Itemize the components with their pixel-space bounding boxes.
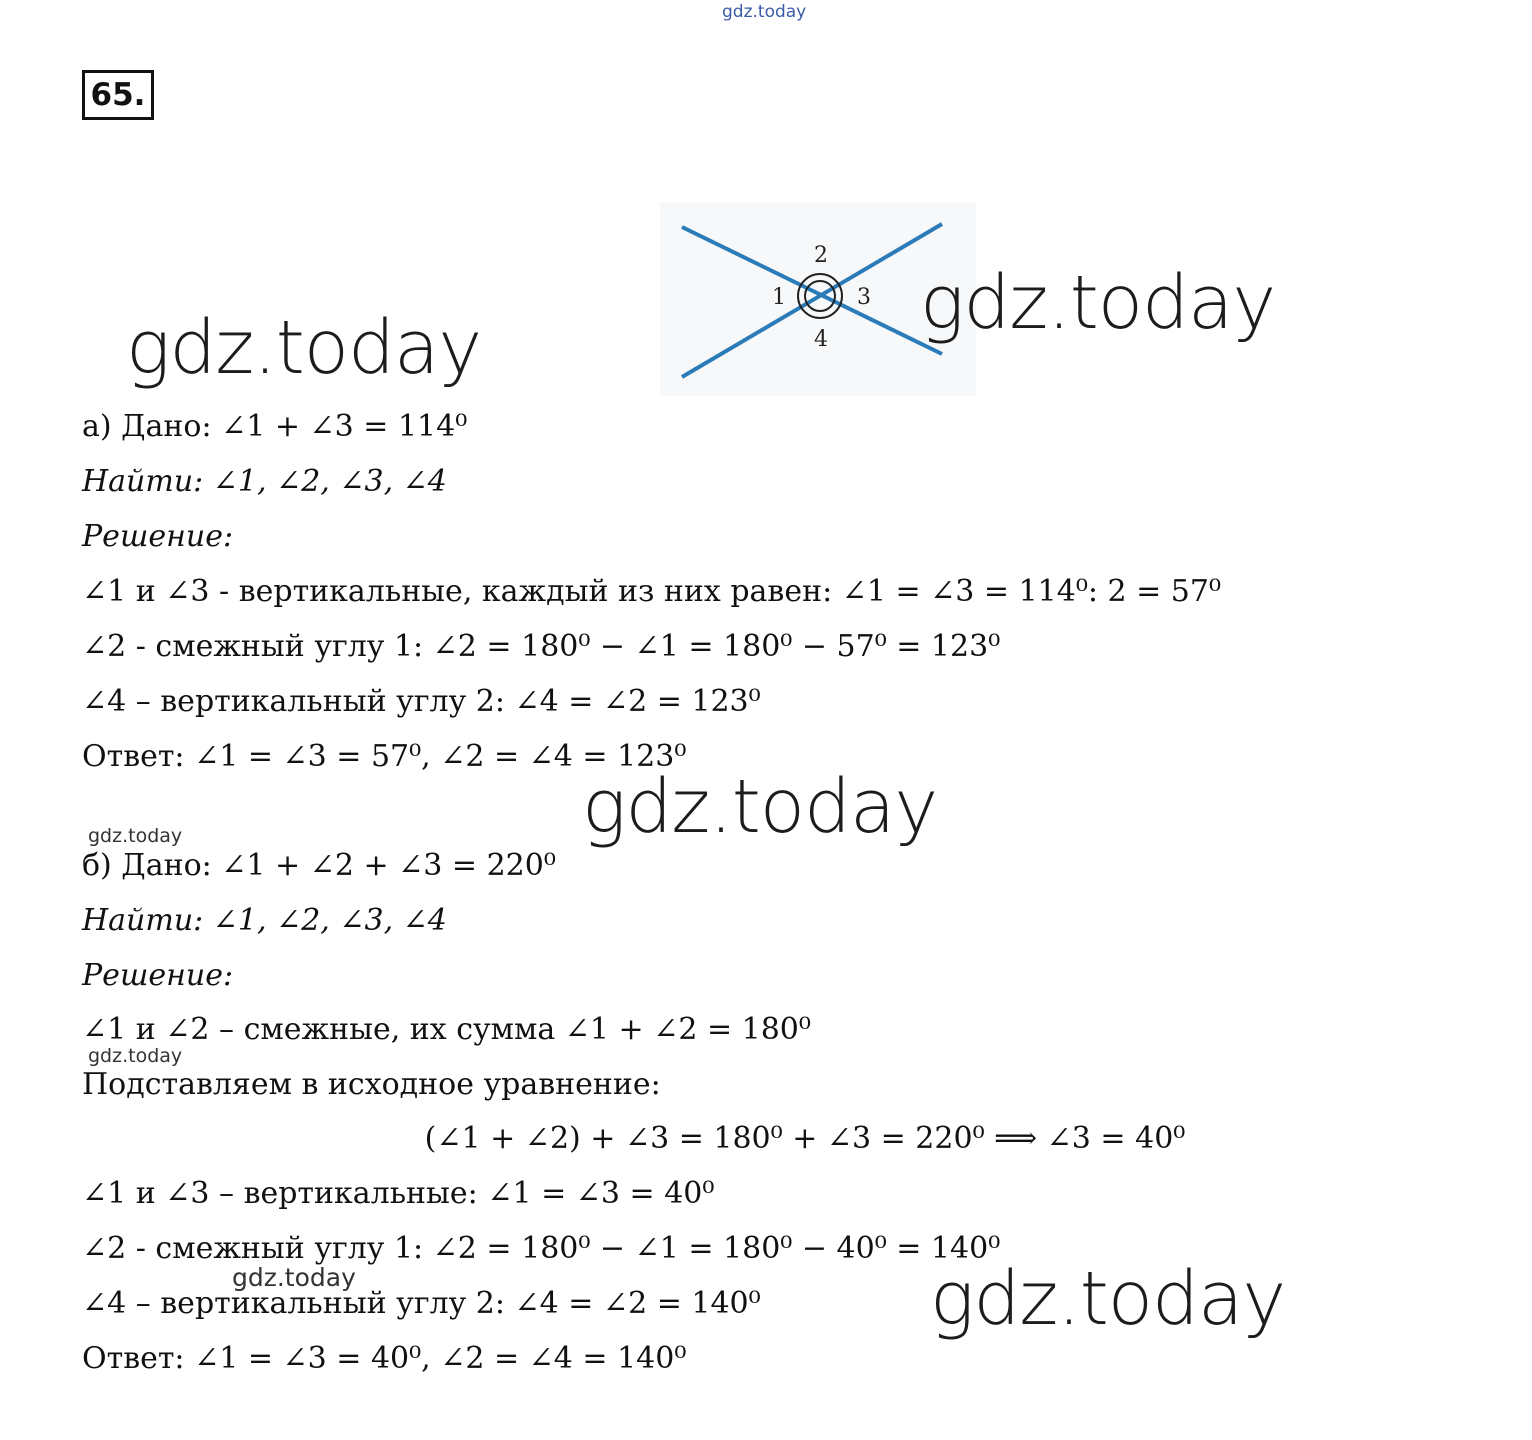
part-b-step-1: ∠1 и ∠2 – смежные, их сумма ∠1 + ∠2 = 180⁰ <box>82 1012 811 1047</box>
angle-label-3: 3 <box>857 285 871 310</box>
part-b-equation: (∠1 + ∠2) + ∠3 = 180⁰ + ∠3 = 220⁰ ⟹ ∠3 = 40⁰ <box>424 1121 1186 1156</box>
watermark-small-3: gdz.today <box>232 1263 356 1292</box>
angle-label-4: 4 <box>814 327 828 352</box>
part-a-step-2: ∠2 - смежный углу 1: ∠2 = 180⁰ − ∠1 = 180⁰ − 57⁰ = 123⁰ <box>82 629 1001 664</box>
problem-number: 65. <box>82 70 154 120</box>
angle-label-1: 1 <box>772 285 786 310</box>
part-a-step-1: ∠1 и ∠3 - вертикальные, каждый из них равен: ∠1 = ∠3 = 114⁰: 2 = 57⁰ <box>82 574 1222 609</box>
part-b-step-6: ∠4 – вертикальный углу 2: ∠4 = ∠2 = 140⁰ <box>82 1286 761 1321</box>
angle-label-2: 2 <box>814 243 828 268</box>
part-b-step-4: ∠1 и ∠3 – вертикальные: ∠1 = ∠3 = 40⁰ <box>82 1176 715 1211</box>
part-b-find: Найти: ∠1, ∠2, ∠3, ∠4 <box>82 903 447 938</box>
part-a-given: а) Дано: ∠1 + ∠3 = 114⁰ <box>82 409 468 444</box>
part-a-step-3: ∠4 – вертикальный углу 2: ∠4 = ∠2 = 123⁰ <box>82 684 761 719</box>
watermark-big-3: gdz.today <box>582 764 938 850</box>
part-b-step-5: ∠2 - смежный углу 1: ∠2 = 180⁰ − ∠1 = 180⁰ − 40⁰ = 140⁰ <box>82 1231 1001 1266</box>
part-a-answer: Ответ: ∠1 = ∠3 = 57⁰, ∠2 = ∠4 = 123⁰ <box>82 739 687 774</box>
part-b-solution-label: Решение: <box>82 958 234 993</box>
watermark-big-4: gdz.today <box>930 1256 1286 1342</box>
part-b-answer: Ответ: ∠1 = ∠3 = 40⁰, ∠2 = ∠4 = 140⁰ <box>82 1341 687 1376</box>
watermark-small-1: gdz.today <box>88 825 183 847</box>
watermark-big-2: gdz.today <box>920 260 1276 346</box>
part-a-solution-label: Решение: <box>82 519 234 554</box>
part-a-find: Найти: ∠1, ∠2, ∠3, ∠4 <box>82 464 447 499</box>
watermark-big-1: gdz.today <box>126 305 482 391</box>
part-b-step-2: Подставляем в исходное уравнение: <box>82 1067 661 1102</box>
watermark-top: gdz.today <box>722 2 807 22</box>
watermark-small-2: gdz.today <box>88 1045 183 1067</box>
part-b-given: б) Дано: ∠1 + ∠2 + ∠3 = 220⁰ <box>82 848 556 883</box>
